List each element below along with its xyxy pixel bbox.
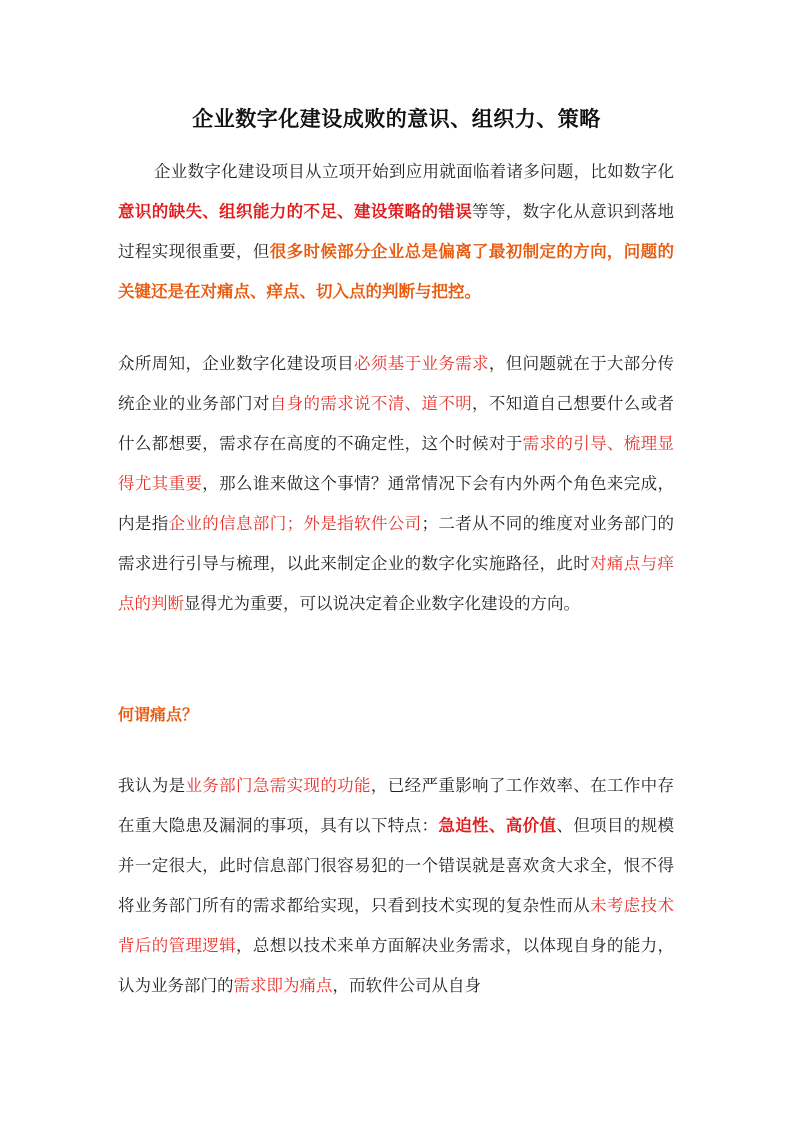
body-paragraph-2 [118,766,674,1006]
body1-highlight-1: 必须基于业务需求 [354,354,489,373]
body1-highlight-3: 需求的引导、梳理显得尤其重要 [118,434,674,493]
body-paragraph-1 [118,344,674,624]
intro-text-2: 等等，数字化从意识到落地过程实现很重要，但 [118,202,674,261]
body1-highlight-5: 对痛点与痒点的判断 [118,554,674,613]
body1-text-2: ，但问题就在于大部分传统企业的业务部门对 [118,354,674,413]
document-title: 企业数字化建设成败的意识、组织力、策略 [192,107,601,131]
body1-text-4: ，那么谁来做这个事情？通常情况下会有内外两个角色来完成，内是指 [118,474,674,533]
body2-text-1: 我认为是 [118,776,186,795]
body2-text-2: ，已经严重影响了工作效率、在工作中存在重大隐患及漏洞的事项，具有以下特点： [118,776,674,835]
body1-highlight-4: 企业的信息部门；外是指软件公司 [168,514,422,533]
intro-paragraph [118,152,674,312]
body2-highlight-4: 需求即为痛点 [233,976,333,995]
body2-highlight-1: 业务部门急需实现的功能 [185,776,371,795]
body1-text-5: ；二者从不同的维度对业务部门的需求进行引导与梳理，以此来制定企业的数字化实施路径，此时 [118,514,674,573]
body1-text-3: ，不知道自己想要什么或者什么都想要，需求存在高度的不确定性，这个时候对于 [118,394,674,453]
intro-highlight-2: 很多时候部分企业总是偏离了最初制定的方向，问题的关键还是在对痛点、痒点、切入点的判断与把控。 [118,242,674,301]
body1-text-1: 众所周知，企业数字化建设项目 [118,354,355,373]
body2-text-4: ，总想以技术来单方面解决业务需求，以体现自身的能力，认为业务部门的 [118,936,674,995]
body1-highlight-2: 自身的需求说不清、道不明 [269,394,473,413]
body2-text-3: 、但项目的规模并一定很大，此时信息部门很容易犯的一个错误就是喜欢贪大求全，恨不得将业务部门所有的需求都给实现，只看到技术实现的复杂性而从 [118,816,674,915]
body2-highlight-3: 未考虑技术背后的管理逻辑 [118,896,674,955]
body2-highlight-2: 急迫性、高价值 [438,816,557,835]
section-heading: 何谓痛点？ [118,705,199,724]
intro-highlight-1: 意识的缺失、组织能力的不足、建设策略的错误 [118,202,473,221]
body2-text-5: ，而软件公司从自身 [332,976,481,995]
intro-text-1: 企业数字化建设项目从立项开始到应用就面临着诸多问题，比如数字化 [154,162,674,181]
body1-text-6: 显得尤为重要，可以说决定着企业数字化建设的方向。 [184,594,580,613]
